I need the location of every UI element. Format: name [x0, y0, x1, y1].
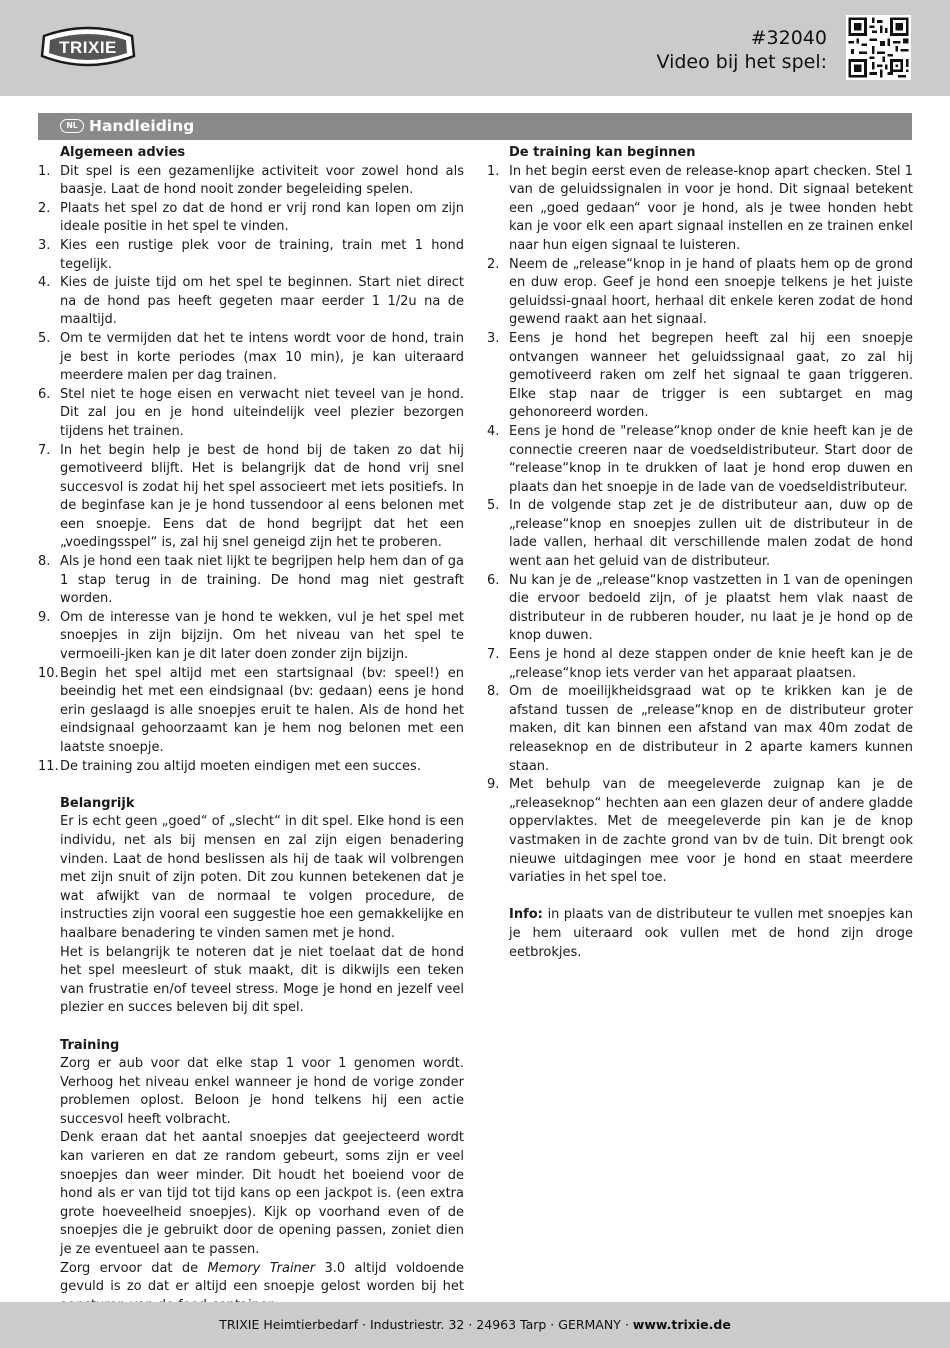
list-item	[487, 163, 913, 256]
list-item	[487, 776, 913, 888]
list-item	[487, 646, 913, 683]
list-item	[38, 553, 464, 609]
item-text: De training zou altijd moeten eindigen met een succes.	[60, 758, 421, 774]
language-badge: NL	[60, 119, 84, 133]
product-info	[657, 26, 827, 74]
left-column	[38, 144, 464, 1315]
list-item	[487, 423, 913, 497]
list-item	[487, 497, 913, 571]
item-number: 4.	[487, 423, 500, 439]
item-text: Begin het spel altijd met een startsignaal (bv: speel!) en beeindig het met een eindsignaal (bv: gedaan) eens je hond erin geslaagd is alle snoepjes eruit te halen. Als de hond het eindsignaal gehoorzaamt kan je hem nog belonen met een laatste snoepje.	[60, 665, 464, 755]
item-text: Om te vermijden dat het te intens wordt voor de hond, train je best in korte periodes (max 10 min), je kan uiteraard meerdere malen per dag trainen.	[60, 330, 464, 384]
list-item	[38, 442, 464, 554]
list-item	[38, 665, 464, 758]
item-number: 6.	[38, 386, 51, 402]
training-heading: Training	[60, 1037, 120, 1053]
info-label: Info:	[509, 907, 548, 923]
list-item	[38, 330, 464, 386]
item-text: Eens je hond al deze stappen onder de knie heeft kan je de „release“knop iets verder van het apparaat plaatsen.	[509, 647, 913, 681]
list-item	[487, 572, 913, 646]
info-text: in plaats van de distributeur te vullen met snoepjes kan je hem uiteraard ook vullen met de hond zijn droge eetbrokjes.	[509, 907, 913, 960]
item-text: Eens je hond de "release“knop onder de knie heeft kan je de connectie creeren naar de voedseldistributeur. Start door de “release“knop in te drukken of laat je hond erop duwen en plaats dan het snoepje in de lade van de voedseldistributeur.	[509, 423, 913, 495]
list-item	[38, 758, 464, 777]
svg-text:TRIXIE: TRIXIE	[59, 38, 117, 57]
item-number: 7.	[487, 647, 500, 663]
item-text: Stel niet te hoge eisen en verwacht niet teveel van je hond. Dit zal jou en je hond uiteindelijk veel plezier bezorgen tijdens het trainen.	[60, 386, 464, 439]
important-heading: Belangrijk	[60, 795, 135, 811]
list-item	[38, 609, 464, 665]
right-column	[487, 144, 913, 962]
item-text: Kies een rustige plek voor de training, train met 1 hond tegelijk.	[60, 237, 464, 272]
item-number: 8.	[38, 554, 51, 570]
item-number: 3.	[487, 330, 500, 346]
training-paragraph: Zorg er aub voor dat elke stap 1 voor 1 genomen wordt. Verhoog het niveau enkel wanneer je hond de vorige zonder problemen oplost. Beloon je hond telkens hij een actie succesvol heeft volbracht.	[60, 1056, 464, 1127]
training-paragraph: Denk eraan dat het aantal snoepjes dat geejecteerd wordt kan varieren en dat ze random gebeurt, soms zijn er veel snoepjes dan weer minder. Dit houdt het boeiend voor de hond als er van tijd tot tijd kans op een jackpot is. (een extra grote hoeveelheid snoepjes). Kijk op voorhand even of de snoepjes die je gebruikt door de opening passen, zoniet dien je ze eventueel aan te passen.	[60, 1130, 464, 1258]
product-number: #32040	[750, 27, 827, 49]
spacer	[38, 1018, 464, 1037]
trixie-logo	[38, 22, 138, 72]
item-text: Dit spel is een gezamenlijke activiteit voor zowel hond als baasje. Laat de hond nooit zonder begeleiding spelen.	[60, 163, 464, 198]
item-number: 3.	[38, 237, 51, 253]
item-text: In het begin help je best de hond bij de taken zo dat hij gemotiveerd blijft. Het is belangrijk dat de hond vrij snel succesvol is zodat hij het spel associeert met iets positiefs. In de beginfase kan je je hond tussendoor al eens belonen met een snoepje. Eens dat de hond begrijpt dat het een „voedingsspel“ is, zal hij snel geneigd zijn het te proberen.	[60, 442, 464, 551]
item-number: 5.	[487, 498, 500, 514]
section-header	[38, 113, 912, 140]
item-text: In het begin eerst even de release-knop apart checken. Stel 1 van de geluidssignalen in voor je hond. Dit signaal betekent een „goed gedaan“ voor je hond, als je twee honden hebt kan je voor elk een apart signaal instellen en ze trainen enkel naar hun eigen signaal te luisteren.	[509, 163, 913, 253]
list-item	[487, 256, 913, 330]
general-advice-list	[38, 163, 464, 777]
list-item	[38, 163, 464, 200]
item-number: 9.	[487, 777, 500, 793]
item-number: 7.	[38, 442, 51, 458]
item-number: 10.	[38, 665, 59, 681]
item-text: Eens je hond het begrepen heeft zal hij een snoepje ontvangen wanneer het geluidssignaal gaat, zo zal hij gemotiveerd raken om zelf het signaal te gaan triggeren. Elke stap naar de trigger is een subtarget en mag gehonoreerd worden.	[509, 330, 913, 421]
qr-code-icon[interactable]	[846, 15, 911, 80]
item-number: 2.	[38, 200, 51, 216]
item-text: In de volgende stap zet je de distributeur aan, duw op de „release“knop en snoepjes zullen uit de distributeur in de lade vallen, herhaal dit verschillende malen zodat de hond went aan het geluid van de distributeur.	[509, 498, 913, 570]
section-title: Handleiding	[89, 117, 195, 135]
training-steps-list	[487, 163, 913, 888]
item-number: 1.	[38, 163, 51, 179]
item-text: Plaats het spel zo dat de hond er vrij rond kan lopen om zijn ideale positie in het spel te vinden.	[60, 200, 464, 235]
info-note	[487, 906, 913, 962]
company-address: TRIXIE Heimtierbedarf · Industriestr. 32 · 24963 Tarp · GERMANY ·	[219, 1317, 633, 1332]
item-number: 2.	[487, 256, 500, 272]
list-item	[38, 386, 464, 442]
list-item	[487, 683, 913, 776]
item-number: 6.	[487, 572, 500, 588]
important-paragraph: Er is echt geen „goed“ of „slecht“ in dit spel. Elke hond is een individu, net als bij mensen en zal zijn eigen benadering vinden. Laat de hond beslissen als hij de taak wil volbrengen met zijn snuit of zijn poten. Dit zou kunnen betekenen dat je wat afwijkt van de normaal te volgen procedure, de instructies zijn vooral een suggestie hoe een gemakkelijke en haalbare benadering te vinden samen met je hond.	[60, 814, 464, 941]
item-number: 1.	[487, 163, 500, 179]
general-advice-heading: Algemeen advies	[60, 145, 186, 160]
item-number: 9.	[38, 609, 51, 625]
item-text: Om de interesse van je hond te wekken, vul je het spel met snoepjes in zijn bijzijn. Om het niveau van het spel te vermoeili-jken kan je dit later doen zonder zijn bijzijn.	[60, 609, 464, 663]
item-number: 4.	[38, 275, 51, 291]
item-number: 5.	[38, 330, 51, 346]
spacer	[38, 776, 464, 795]
website-link[interactable]: www.trixie.de	[632, 1317, 731, 1332]
item-text: Met behulp van de meegeleverde zuignap kan je de „releaseknop“ hechten aan een glazen deur of andere gladde oppervlaktes. Met de meegeleverde pin kan je de knop vastmaken in de zachte grond van bv de tuin. Dit brengt ook nieuwe uitdagingen mee voor je hond en staat meerdere variaties in het spel toe.	[509, 777, 913, 886]
footer-address	[0, 1316, 950, 1334]
item-text: Neem de „release“knop in je hand of plaats hem op de grond en duw erop. Geef je hond een snoepje telkens je het juiste geluidssi-gnaal hoort, herhaal dit enkele keren zodat de hond gewend raakt aan het signaal.	[509, 256, 913, 328]
item-number: 8.	[487, 684, 500, 700]
list-item	[38, 200, 464, 237]
item-text: Kies de juiste tijd om het spel te beginnen. Start niet direct na de hond pas heeft gegeten maar eerder 1 1/2u na de maaltijd.	[60, 275, 464, 328]
video-label: Video bij het spel:	[656, 51, 827, 73]
item-text: Als je hond een taak niet lijkt te begrijpen help hem dan of ga 1 stap terug in de training. De hond mag niet gestraft worden.	[60, 554, 464, 607]
training-start-heading: De training kan beginnen	[509, 145, 696, 160]
list-item	[38, 274, 464, 330]
spacer	[487, 888, 913, 907]
training-text: Zorg ervoor dat de	[60, 1260, 208, 1276]
item-number: 11.	[38, 758, 59, 774]
page-footer	[0, 1302, 950, 1348]
page-header	[0, 0, 950, 96]
product-name: Memory Trainer	[207, 1260, 316, 1276]
list-item	[38, 237, 464, 274]
important-paragraph: Het is belangrijk te noteren dat je niet toelaat dat de hond het spel meesleurt of stuk maakt, dit is dikwijls een teken van frustratie en/of teveel stress. Moge je hond en jezelf veel plezier en succes beleven bij dit spel.	[60, 944, 464, 1016]
item-text: Nu kan je de „release“knop vastzetten in 1 van de openingen die ervoor bedoeld zijn, of je plaatst hem vlak naast de distributeur in de rubberen houder, nu laat je je hond op de knop duwen.	[509, 572, 913, 644]
training-text: 3.0 altijd voldoende gevuld is zo dat er altijd een snoepje gelost worden bij het	[60, 1260, 464, 1295]
item-text: Om de moeilijkheidsgraad wat op te krikken kan je de afstand tussen de „release“knop en de distributeur groter maken, dit kan binnen een afstand van max 40m zodat de releaseknop en de distributeur in 2 aparte kamers kunnen staan.	[509, 684, 913, 774]
list-item	[487, 330, 913, 423]
